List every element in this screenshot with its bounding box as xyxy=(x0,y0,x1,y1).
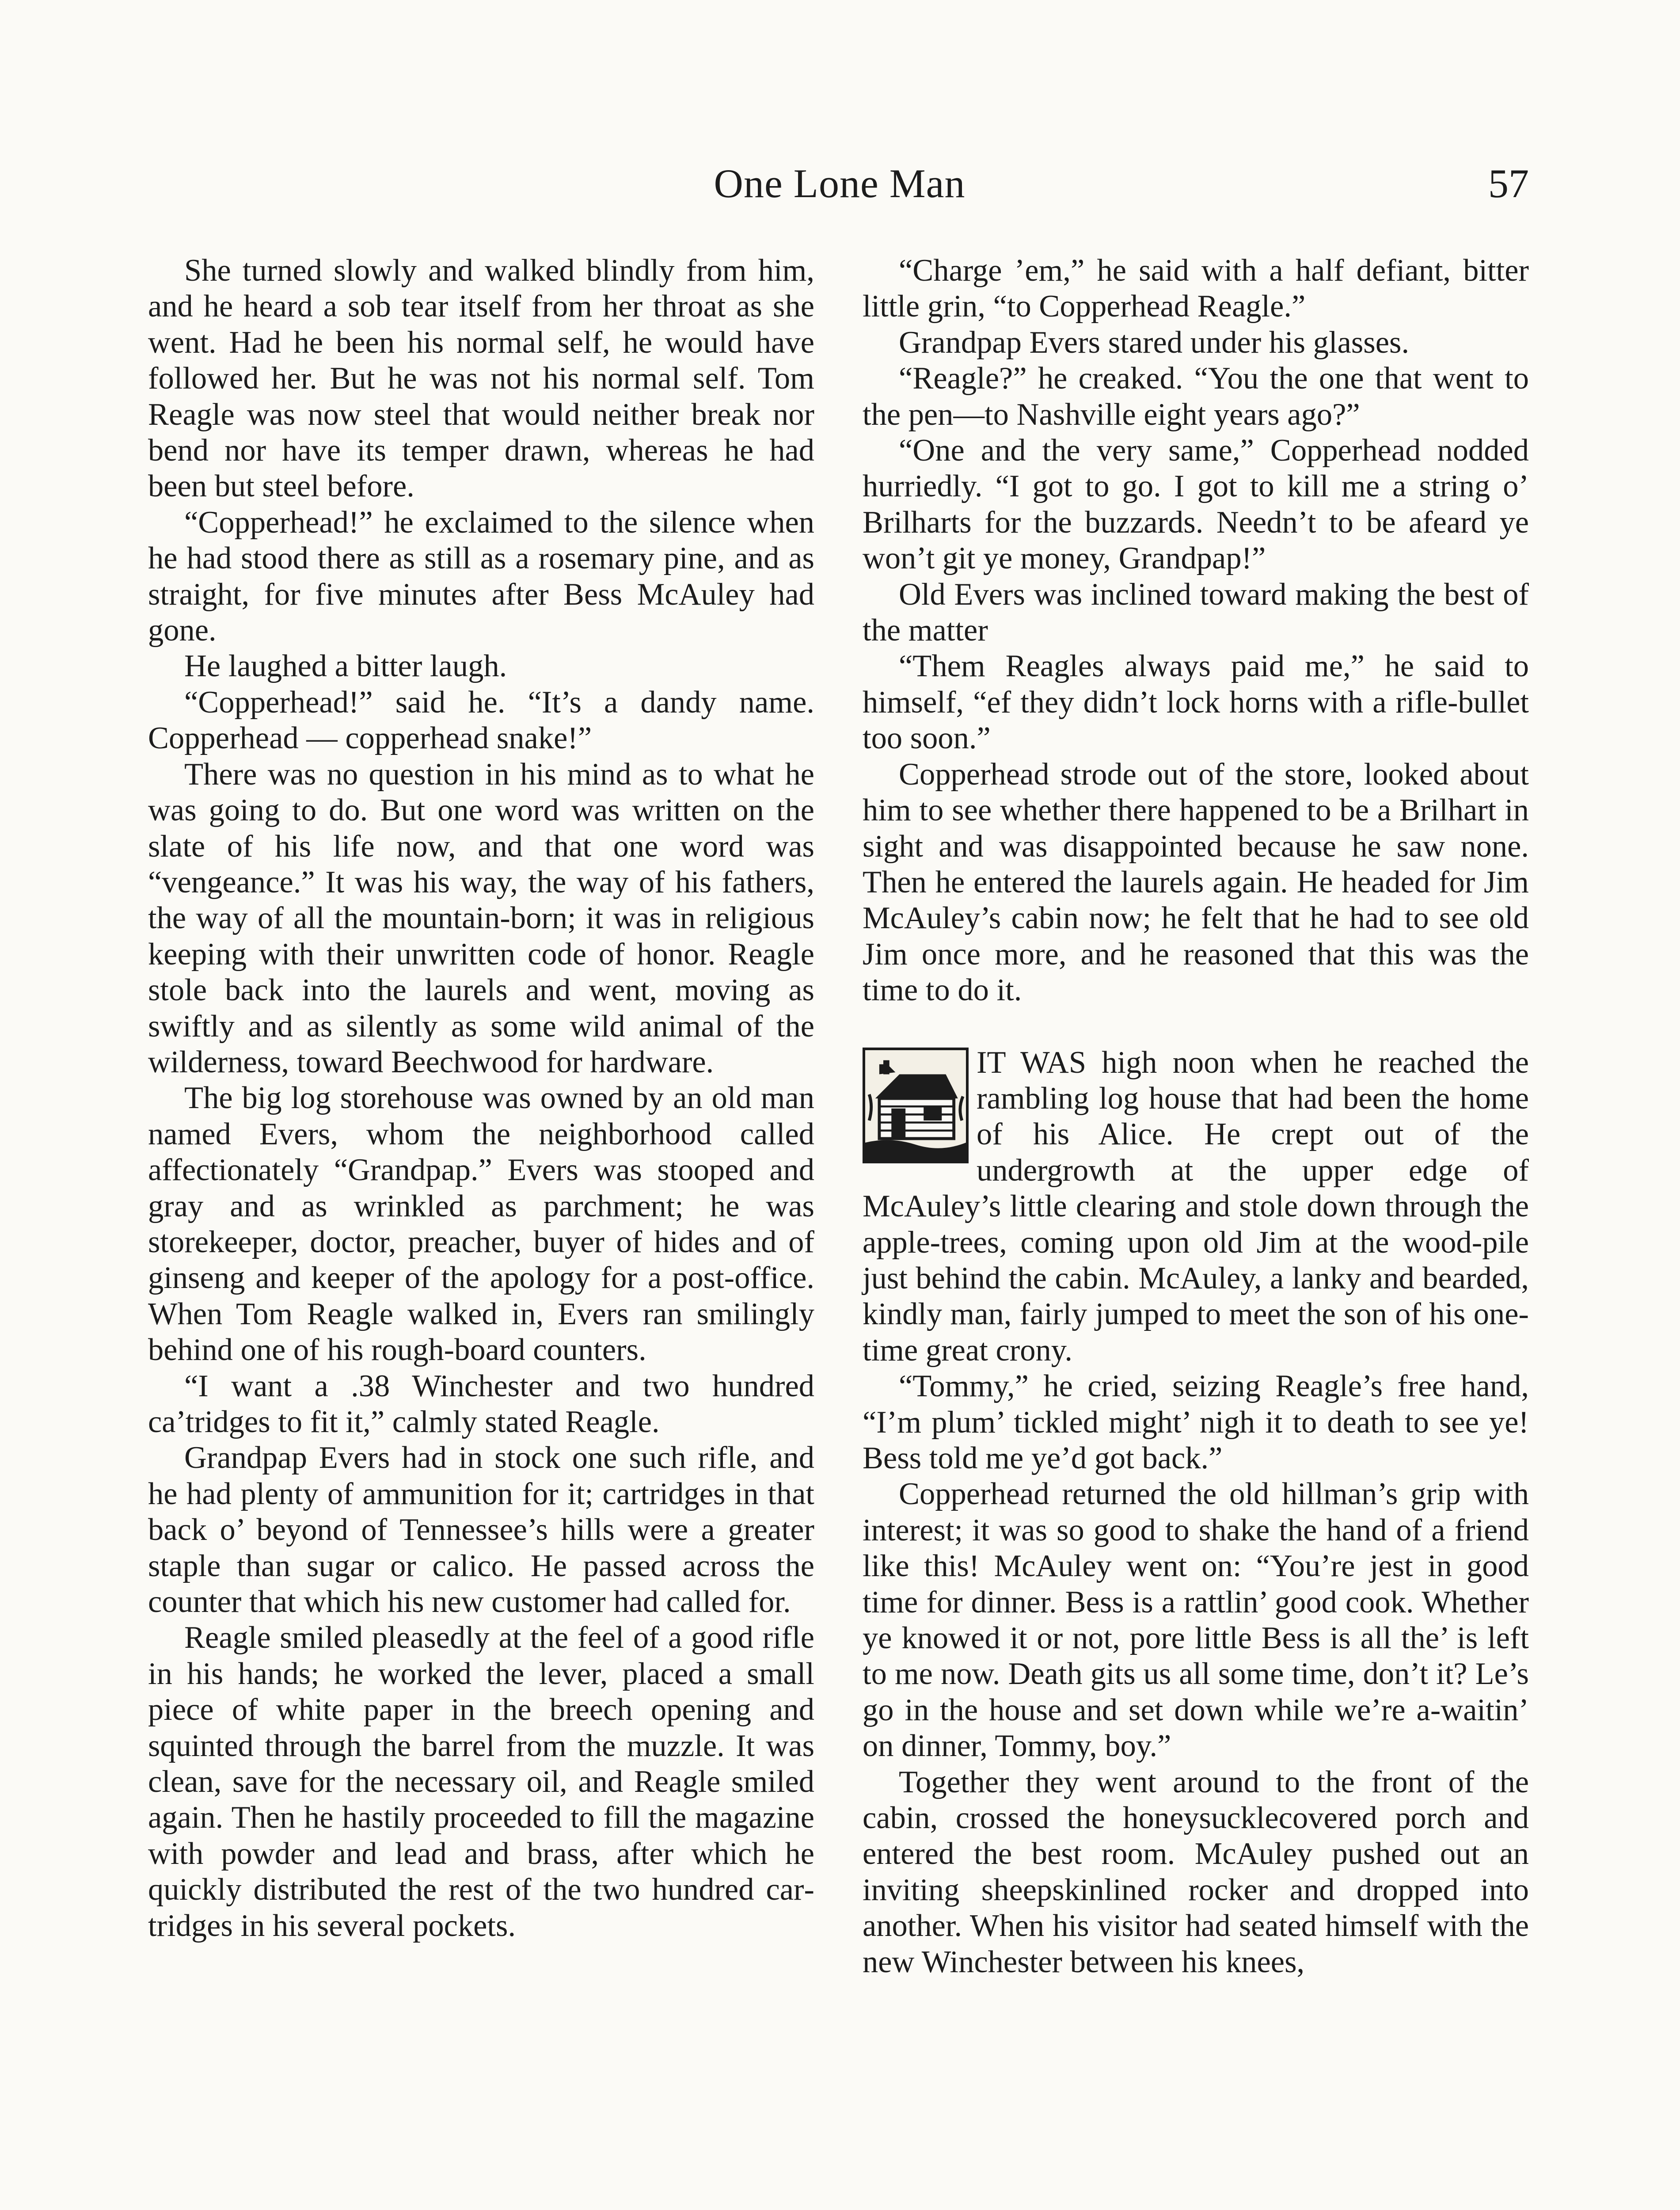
log-cabin-icon xyxy=(863,1048,969,1163)
section-break xyxy=(863,1009,1529,1045)
paragraph: He laughed a bitter laugh. xyxy=(184,649,507,684)
paragraph: Together they went around to the front of the cabin, crossed the honeysucklecovered porch and entered the best room. McAuley pushed out an inviting sheepskinlined rocker and dropped into another. When his visitor had seated himself with the new Winchester between his knees, xyxy=(863,1764,1529,1979)
running-head xyxy=(150,157,1529,210)
paragraph: Reagle smiled pleasedly at the feel of a good rifle in his hands; he worked the lever, placed a small piece of white paper in the breech opening and squinted through the barrel from the muzzle. It was clean, save for the necessary oil, and Reagle smiled again. Then he hastily proceeded to fill the magazine with powder and lead and brass, after which he quickly distributed the rest of the two hundred cartridges in his several pockets. xyxy=(148,1620,814,1943)
paragraph: The big log storehouse was owned by an old man named Evers, whom the neighborhood called affectionately “Grandpap.” Evers was stooped and gray and as wrinkled as parchment; he was storekeeper, doctor, preacher, buyer of hides and of ginseng and keeper of the apology for a post-office. When Tom Reagle walked in, Evers ran smilingly behind one of his rough-board counters. xyxy=(148,1081,814,1368)
paragraph: Copperhead strode out of the store, looked about him to see whether there happened to be a Brilhart in sight and was disappointed because he saw none. Then he entered the laurels again. He headed for Jim McAuley’s cabin now; he felt that he had to see old Jim once more, and he reasoned that this was the time to do it. xyxy=(863,757,1529,1008)
paragraph: Grandpap Evers stared under his glasses. xyxy=(899,325,1410,360)
running-title: One Lone Man xyxy=(714,161,965,206)
paragraph: “Them Reagles always paid me,” he said to himself, “ef they didn’t lock horns with a rifle-bullet too soon.” xyxy=(863,649,1529,756)
paragraph: Grandpap Evers had in stock one such rifle, and he had plenty of ammunition for it; cartridges in that back o’ beyond of Tennessee’s hills were a greater staple than sugar or calico. He passed across the counter that which his new customer had called for. xyxy=(148,1440,814,1619)
paragraph: “Reagle?” he creaked. “You the one that went to the pen—to Nashville eight years ago?” xyxy=(863,361,1529,432)
paragraph: “Charge ’em,” he said with a half defiant, bitter little grin, “to Copperhead Reagle.” xyxy=(863,253,1529,324)
paragraph: “Tommy,” he cried, seizing Reagle’s free hand, “I’m plum’ tickled might’ nigh it to death to see ye! Bess told me ye’d got back.” xyxy=(863,1369,1529,1475)
paragraph: “Copperhead!” he exclaimed to the silence when he had stood there as still as a rosemary pine, and as straight, for five minutes after Bess McAuley had gone. xyxy=(148,505,814,648)
section-opening-text: IT WAS high noon when he reached the rambling log house that had been the home of his Alice. He crept out of the undergrowth at the upper edge of McAuley’s little clearing and stole down through the apple-trees, coming upon old Jim at the wood-pile just behind the cabin. McAuley, a lanky and bearded, kindly man, fairly jumped to meet the son of his one-time great crony. xyxy=(863,1045,1529,1368)
page-number: 57 xyxy=(1488,161,1529,206)
paragraph: There was no question in his mind as to what he was going to do. But one word was written on the slate of his life now, and that one word was “vengeance.” It was his way, the way of his fathers, the way of all the mountain-born; it was in religious keeping with their unwritten code of honor. Reagle stole back into the laurels and went, moving as swiftly and as silently as some wild animal of the wilderness, toward Beechwood for hardware. xyxy=(148,757,814,1079)
left-column xyxy=(148,253,814,1944)
right-column xyxy=(863,253,1529,1980)
paragraph: “Copperhead!” said he. “It’s a dandy name. Copperhead — copperhead snake!” xyxy=(148,685,814,756)
paragraph: Copperhead returned the old hillman’s grip with interest; it was so good to shake the hand of a friend like this! McAuley went on: “You’re jest in good time for dinner. Bess is a rattlin’ good cook. Whether ye knowed it or not, pore little Bess is all the’ is left to me now. Death gits us all some time, don’t it? Le’s go in the house and set down while we’re a-waitin’ on dinner, Tommy, boy.” xyxy=(863,1477,1529,1764)
paragraph: Old Evers was inclined toward making the best of the matter xyxy=(863,577,1529,648)
paragraph: “I want a .38 Winchester and two hundred ca’tridges to fit it,” calmly stated Reagle. xyxy=(148,1368,814,1439)
section-opening-paragraph xyxy=(863,1045,1529,1369)
paragraph: She turned slowly and walked blindly from him, and he heard a sob tear itself from her throat as she went. Had he been his normal self, he would have followed her. But he was not his normal self. Tom Reagle was now steel that would neither break nor bend nor have its temper drawn, whereas he had been but steel before. xyxy=(148,253,814,504)
paragraph: “One and the very same,” Copperhead nodded hurriedly. “I got to go. I got to kill me a string o’ Brilharts for the buzzards. Needn’t to be afeard ye won’t git ye money, Grandpap!” xyxy=(863,433,1529,576)
